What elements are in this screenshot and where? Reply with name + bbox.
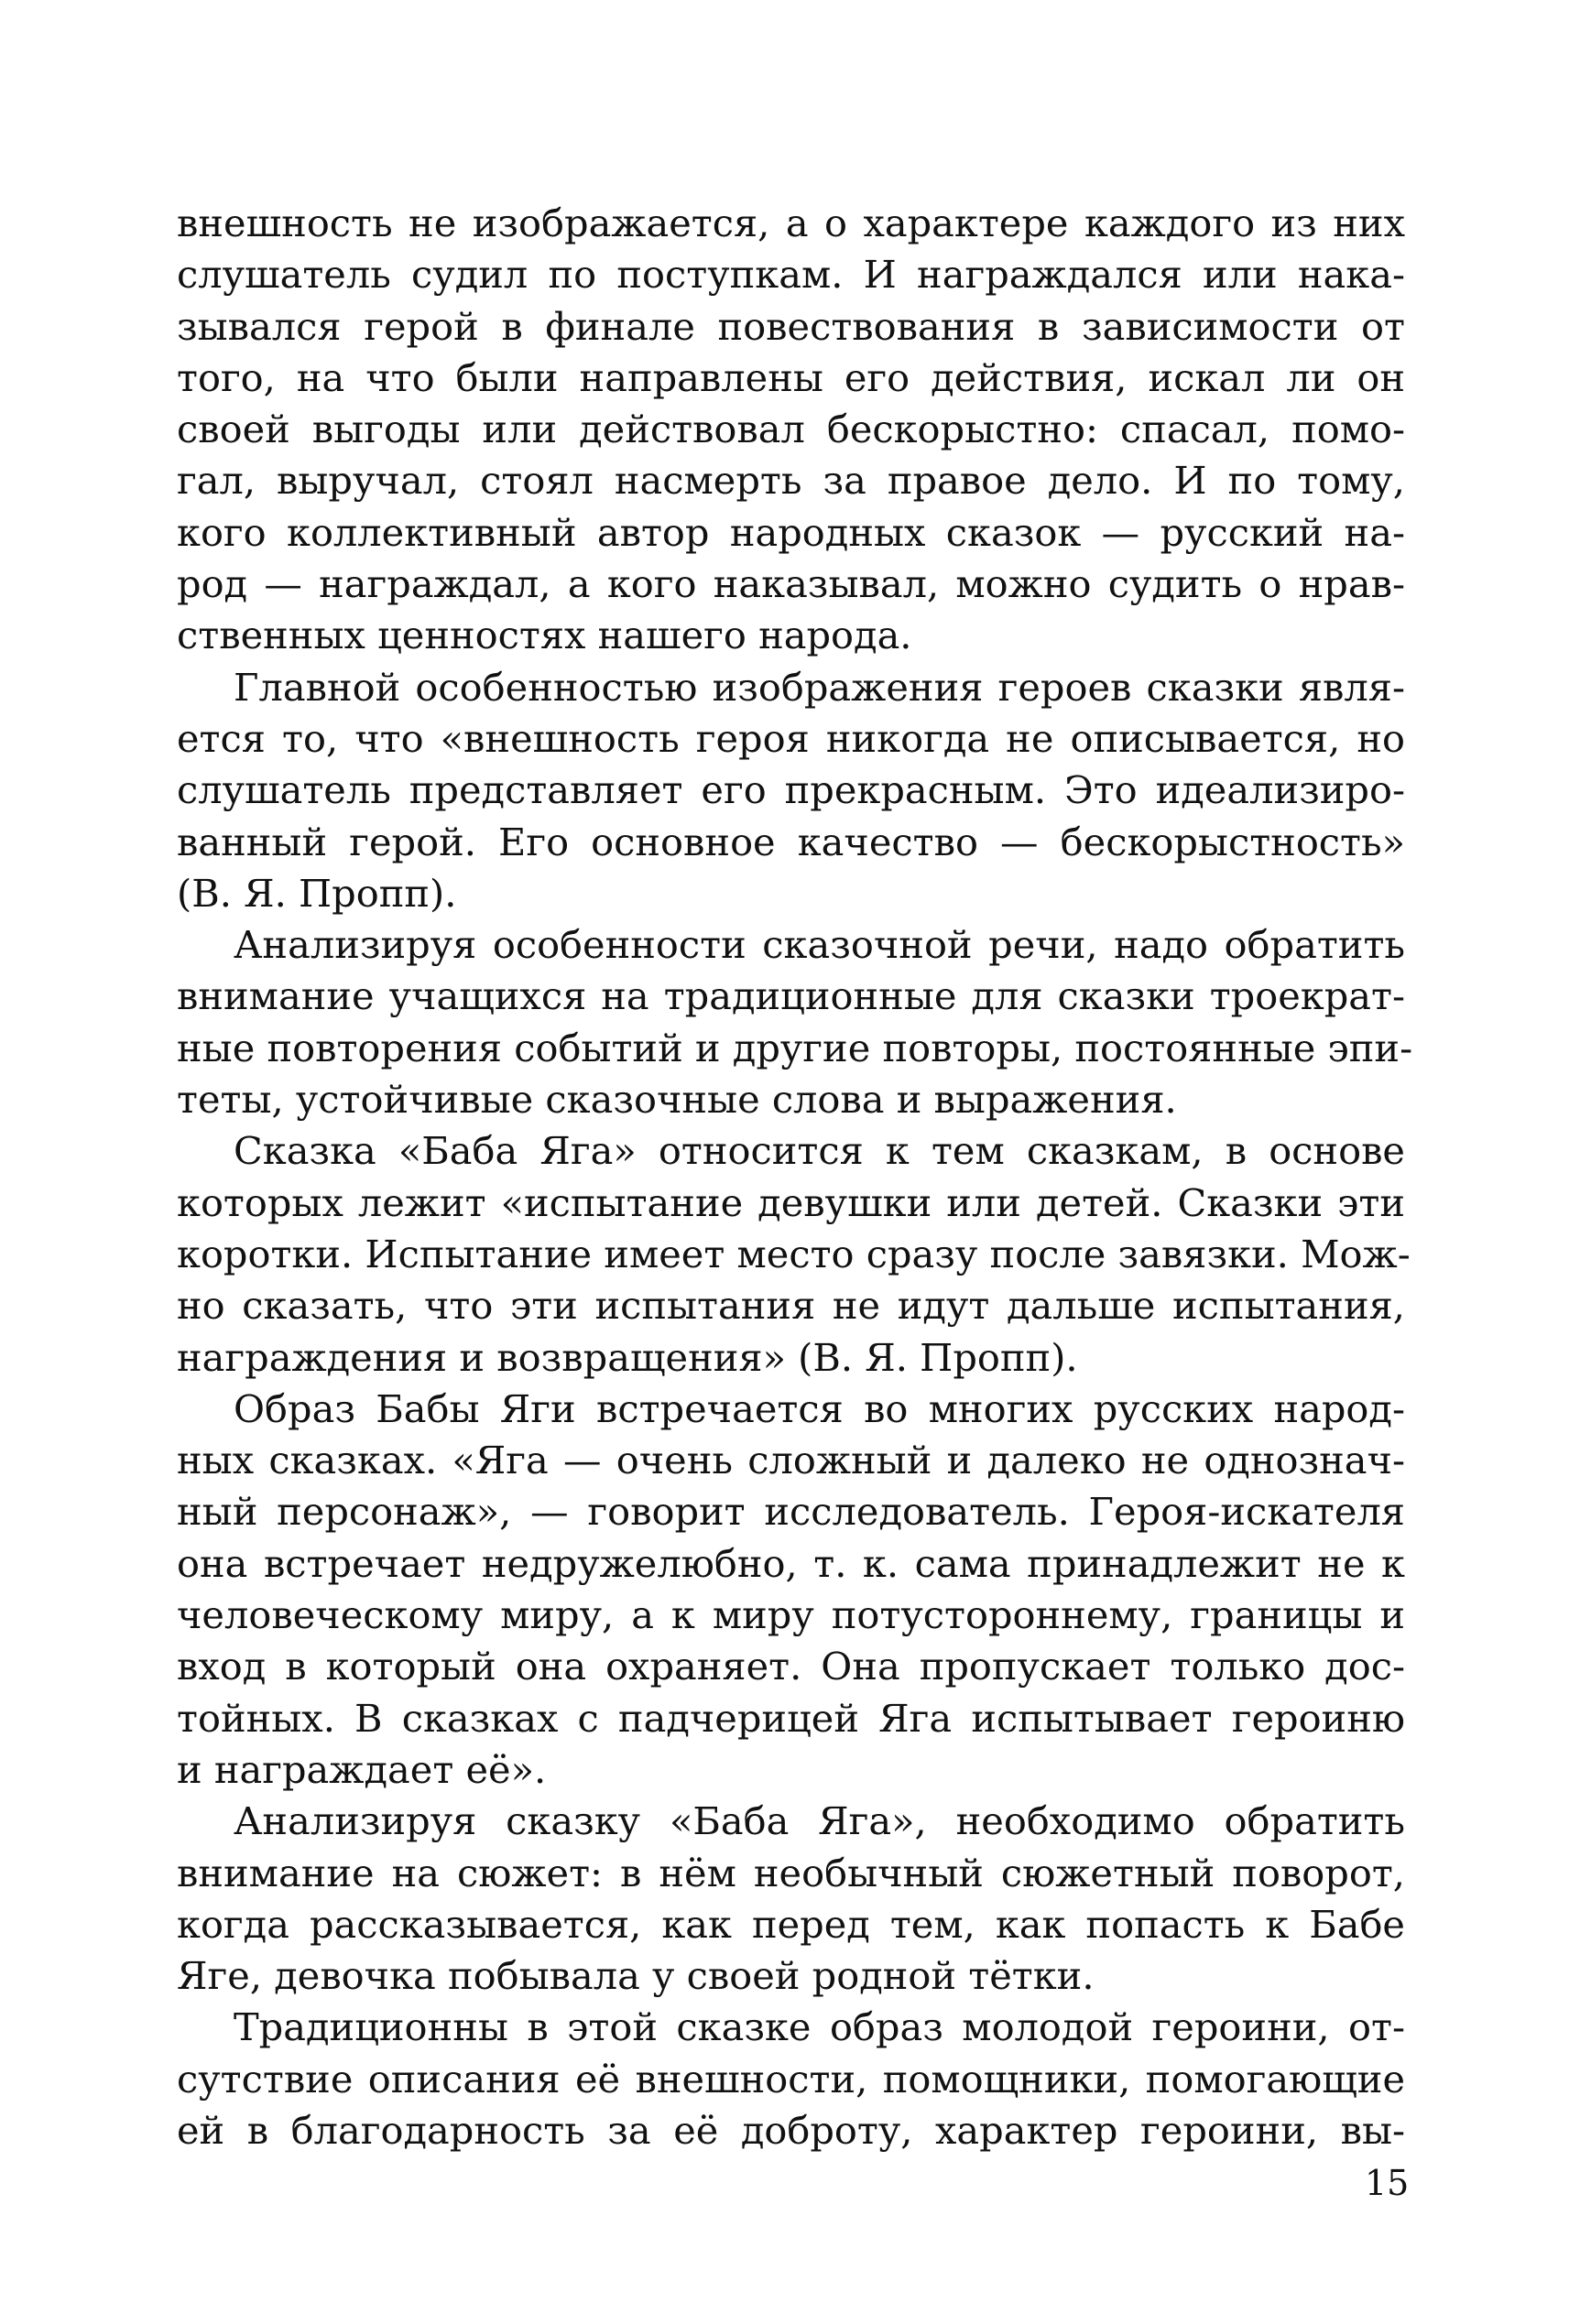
text-line: зывался герой в финале повествования в зависимости от	[177, 303, 1405, 349]
body-text	[177, 198, 1413, 2156]
paragraph	[177, 919, 1413, 1125]
text-line: ственных ценностях нашего народа.	[177, 613, 912, 658]
text-line: но сказать, что эти испытания не идут дальше испытания,	[177, 1283, 1405, 1329]
text-line: Главной особенностью изображения героев сказки явля-	[234, 664, 1405, 710]
paragraph	[177, 1796, 1405, 2002]
text-line: вход в который она охраняет. Она пропускает только дос-	[177, 1644, 1405, 1689]
paragraph	[177, 1384, 1405, 1796]
text-line: и награждает её».	[177, 1746, 547, 1792]
text-line: которых лежит «испытание девушки или детей. Сказки эти	[177, 1179, 1405, 1225]
text-line: Анализируя особенности сказочной речи, надо обратить	[234, 922, 1405, 968]
paragraph	[177, 1125, 1411, 1383]
text-line: Яге, девочка побывала у своей родной тётки.	[177, 1953, 1095, 1999]
text-line: кого коллективный автор народных сказок — русский на-	[177, 509, 1405, 555]
text-line: ей в благодарность за её доброту, характер героини, вы-	[177, 2107, 1405, 2153]
text-line: род — награждал, а кого наказывал, можно судить о нрав-	[177, 561, 1405, 607]
paragraph	[177, 2002, 1405, 2156]
text-line: тойных. В сказках с падчерицей Яга испытывает героиню	[177, 1695, 1405, 1741]
text-line: коротки. Испытание имеет место сразу после завязки. Мож-	[177, 1231, 1411, 1276]
text-line: внимание учащихся на традиционные для сказки троекрат-	[177, 973, 1405, 1019]
text-line: внимание на сюжет: в нём необычный сюжетный поворот,	[177, 1850, 1405, 1895]
text-line: она встречает недружелюбно, т. к. сама принадлежит не к	[177, 1540, 1405, 1586]
text-line: Сказка «Баба Яга» относится к тем сказкам, в основе	[234, 1128, 1405, 1174]
paragraph	[177, 198, 1405, 662]
text-line: теты, устойчивые сказочные слова и выражения.	[177, 1077, 1177, 1123]
text-line: ных сказках. «Яга — очень сложный и далеко не однознач-	[177, 1438, 1405, 1483]
text-line: своей выгоды или действовал бескорыстно: спасал, помо-	[177, 407, 1405, 452]
page-number: 15	[1365, 2163, 1410, 2203]
text-line: награждения и возвращения» (В. Я. Пропп).	[177, 1334, 1078, 1380]
text-line: ные повторения событий и другие повторы, постоянные эпи-	[177, 1025, 1413, 1070]
text-line: Образ Бабы Яги встречается во многих русских народ-	[234, 1385, 1405, 1431]
text-line: (В. Я. Пропп).	[177, 870, 457, 916]
text-line: ный персонаж», — говорит исследователь. Героя-искателя	[177, 1489, 1405, 1535]
text-line: слушатель судил по поступкам. И награждался или нака-	[177, 252, 1405, 298]
paragraph	[177, 662, 1405, 919]
text-line: ванный герой. Его основное качество — бескорыстность»	[177, 819, 1405, 864]
text-line: Анализируя сказку «Баба Яга», необходимо обратить	[234, 1798, 1405, 1844]
text-line: гал, выручал, стоял насмерть за правое дело. И по тому,	[177, 458, 1405, 504]
text-line: того, на что были направлены его действия, искал ли он	[177, 354, 1405, 400]
text-line: Традиционны в этой сказке образ молодой героини, от-	[234, 2004, 1405, 2050]
text-line: ется то, что «внешность героя никогда не описывается, но	[177, 715, 1405, 761]
text-line: когда рассказывается, как перед тем, как попасть к Бабе	[177, 1901, 1405, 1947]
text-line: человеческому миру, а к миру потустороннему, границы и	[177, 1592, 1405, 1638]
text-line: сутствие описания её внешности, помощники, помогающие	[177, 2056, 1405, 2101]
text-line: внешность не изображается, а о характере каждого из них	[177, 201, 1405, 245]
text-line: слушатель представляет его прекрасным. Это идеализиро-	[177, 767, 1405, 813]
